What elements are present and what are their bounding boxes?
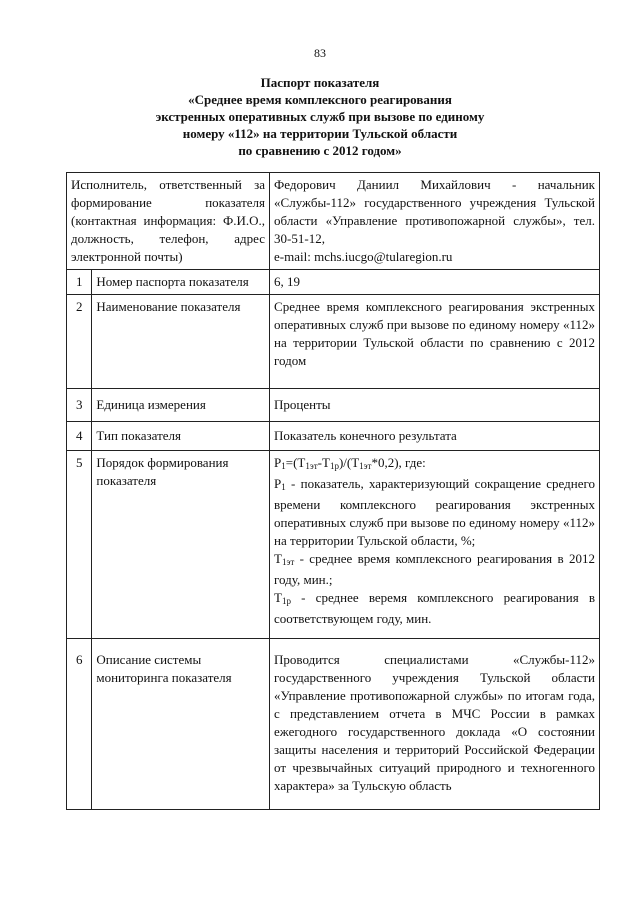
table-row — [67, 389, 600, 422]
formula: $P_1=(T_{1эт}-T_{1р})/(T_{1эт}*0,2)$, где: — [274, 455, 426, 471]
table-row — [67, 422, 600, 451]
formula-definition: $P_1$ - показатель, характеризующий сокращение среднего времени комплексного реагирования экстренных оперативных служб при вызове по единому номеру «112» на территории Тульской области, %; — [274, 476, 595, 548]
row-number: 6 — [67, 639, 92, 810]
row-value: Проценты — [270, 389, 600, 422]
table-row-executor — [67, 173, 600, 270]
executor-label: Исполнитель, ответственный за формирование показателя (контактная информация: Ф.И.О., должность, телефон, адрес электронной почты) — [67, 173, 270, 270]
formula-cell — [270, 451, 600, 639]
row-label: Номер паспорта показателя — [92, 270, 270, 295]
row-value: Показатель конечного результата — [270, 422, 600, 451]
row-value: Среднее время комплексного реагирования экстренных оперативных служб при вызове по единому номеру «112» на территории Тульской области по сравнению с 2012 годом — [270, 295, 600, 389]
formula-definition: $T_{1р}$ - среднее веремя комплексного реагирования в соответствующем году, мин. — [274, 590, 595, 626]
title-line: «Среднее время комплексного реагирования — [188, 92, 452, 107]
title-line: по сравнению с 2012 годом» — [238, 143, 402, 158]
row-number: 1 — [67, 270, 92, 295]
document-title — [100, 74, 540, 159]
table-row — [67, 639, 600, 810]
passport-table — [66, 172, 600, 810]
row-label: Порядок формирования показателя — [92, 451, 270, 639]
row-label: Наименование показателя — [92, 295, 270, 389]
executor-value — [270, 173, 600, 270]
row-value: 6, 19 — [270, 270, 600, 295]
row-number: 4 — [67, 422, 92, 451]
page-number: 83 — [314, 46, 326, 60]
title-line: экстренных оперативных служб при вызове по единому — [155, 109, 485, 124]
formula-definition: $T_{1эт}$ - среднее время комплексного реагирования в 2012 году, мин.; — [274, 551, 595, 587]
executor-info: Федорович Даниил Михайлович - начальник «Службы-112» государственного учреждения Тульской области «Управление противопожарной службы», тел. 30-51-12, — [274, 177, 595, 246]
row-number: 5 — [67, 451, 92, 639]
row-value: Проводится специалистами «Службы-112» государственного учреждения Тульской области «Управление противопожарной службы» по итогам года, с представлением отчета в МЧС России в рамках ежегодного государственного доклада «О состоянии защиты населения и территорий Российской Федерации от чрезвычайных ситуаций природного и техногенного характера» за Тульскую область — [270, 639, 600, 810]
title-line: Паспорт показателя — [260, 75, 380, 90]
title-line: номеру «112» на территории Тульской области — [182, 126, 458, 141]
table-row — [67, 270, 600, 295]
row-number: 3 — [67, 389, 92, 422]
table-row — [67, 295, 600, 389]
row-label: Описание системы мониторинга показателя — [92, 639, 270, 810]
row-label: Единица измерения — [92, 389, 270, 422]
row-label: Тип показателя — [92, 422, 270, 451]
table-row — [67, 451, 600, 639]
executor-email: e-mail: mchs.iucgo@tularegion.ru — [274, 249, 453, 264]
row-number: 2 — [67, 295, 92, 389]
